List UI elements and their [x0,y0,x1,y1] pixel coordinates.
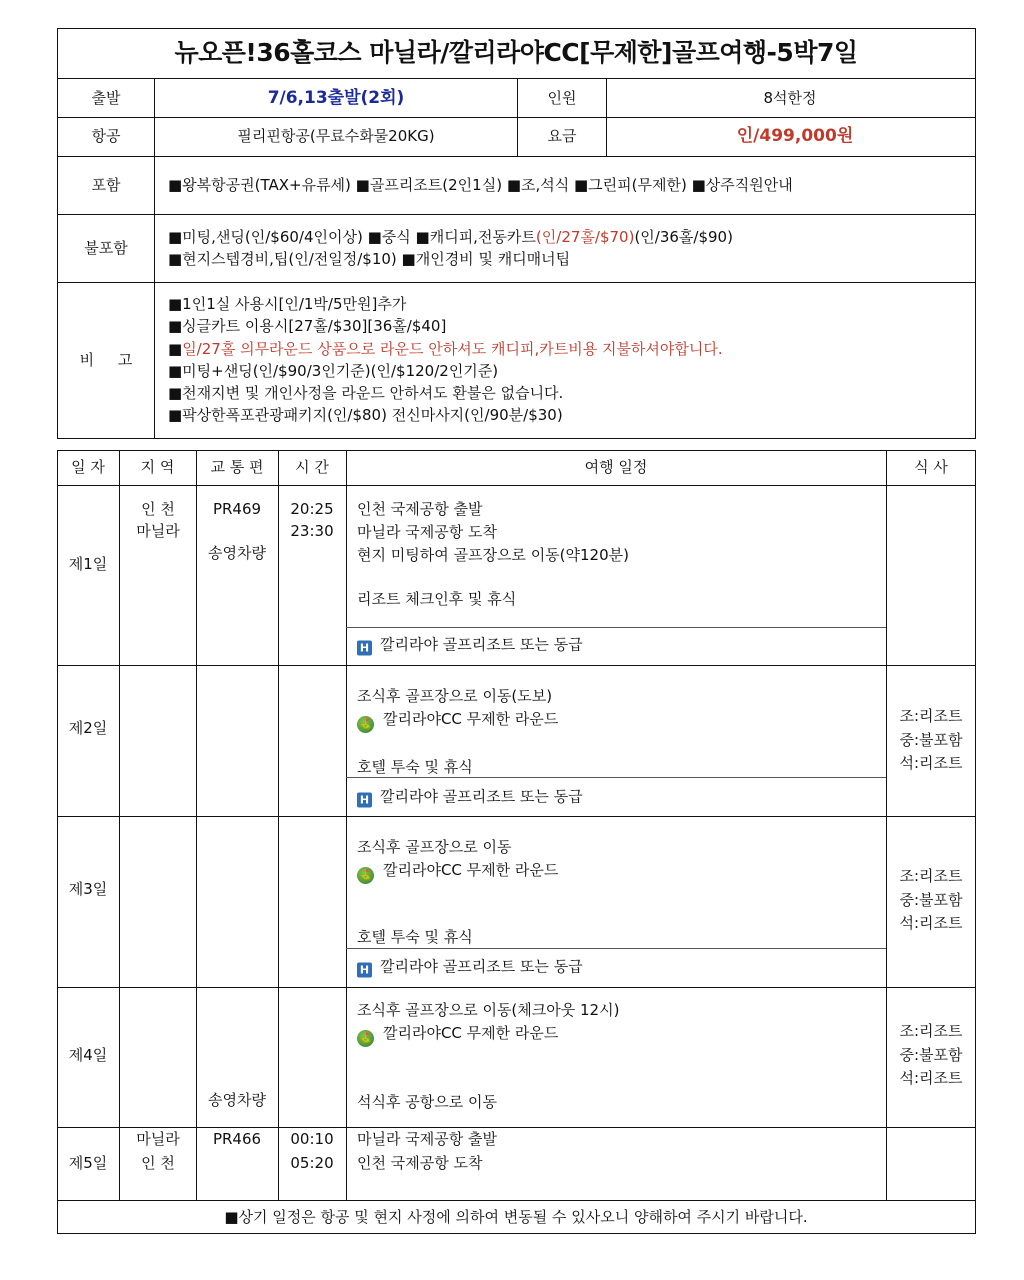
schedule-line [357,709,558,733]
exclude-highlight: (인/27홀/$70) [535,228,635,246]
remark-bullet: ■ [168,340,183,358]
include-label: 포함 [91,176,121,194]
divider [57,485,976,486]
remark-line: ■천재지변 및 개인사정을 라운드 안하셔도 환불은 없습니다. [168,384,564,402]
hotel-line [357,957,583,978]
exclude-line-1 [168,227,733,247]
page-title: 뉴오픈!36홀코스 마닐라/깔리라야CC[무제한]골프여행-5박7일 [174,38,858,67]
divider [57,987,976,988]
divider [57,1127,976,1128]
hotel-text: 깔리라야 골프리조트 또는 동급 [380,787,583,806]
day-label: 제3일 [68,880,108,898]
remark-line: ■1인1실 사용시[인/1박/5만원]추가 [168,295,407,313]
column-header: 여행 일정 [584,458,648,476]
schedule-line: 인천 국제공항 도착 [357,1154,483,1172]
airline-label: 항공 [91,127,121,145]
schedule-line: 현지 미팅하여 골프장으로 이동(약120분) [357,546,629,564]
schedule-line: 석식후 공항으로 이동 [357,1093,497,1111]
exclude-line-2: ■현지스텝경비,팁(인/전일정/$10) ■개인경비 및 캐디매너팁 [168,250,571,268]
divider [119,450,120,1200]
remark-line: ■싱글카트 이용시[27홀/$30][36홀/$40] [168,317,447,335]
time: 20:25 [290,500,334,518]
region: 마닐라 [136,1130,180,1148]
meal: 중:불포함 [899,1046,963,1064]
remark-line: ■미팅+샌딩(인/$90/3인기준)(인/$120/2인기준) [168,362,499,380]
column-header: 지 역 [140,458,175,476]
schedule-line: 조식후 골프장으로 이동(도보) [357,687,553,705]
hotel-icon: H [357,963,372,978]
schedule-text: 깔리라야CC 무제한 라운드 [383,1024,559,1042]
remarks-label: 비 고 [79,351,133,369]
remark-line [168,339,723,359]
hotel-icon: H [357,641,372,656]
schedule-line: 호텔 투숙 및 휴식 [357,928,473,946]
divider [346,948,886,949]
footer-note: ■상기 일정은 항공 및 현지 사정에 의하여 변동될 수 있사오니 양해하여 주시기 바랍니다. [224,1208,808,1226]
region: 마닐라 [136,522,180,540]
hotel-line [357,787,583,808]
divider [196,450,197,1200]
divider [346,450,347,1200]
meal: 조:리조트 [899,867,963,885]
golf-icon: ⛳ [357,1030,374,1047]
price-label: 요금 [547,127,577,145]
schedule-line [357,1023,558,1047]
schedule-line: 조식후 골프장으로 이동 [357,838,512,856]
divider [57,816,976,817]
depart-label: 출발 [91,89,121,107]
golf-icon: ⛳ [357,716,374,733]
transport: 송영차량 [208,1091,266,1109]
transport: PR466 [212,1130,262,1148]
meal: 조:리조트 [899,707,963,725]
schedule-line: 조식후 골프장으로 이동(체크아웃 12시) [357,1001,620,1019]
exclude-text: ■미팅,샌딩(인/$60/4인이상) ■중식 ■캐디피,전동카트 [168,228,536,246]
remark-line: ■팍상한폭포관광패키지(인/$80) 전신마사지(인/90분/$30) [168,406,563,424]
meal: 중:불포함 [899,731,963,749]
hotel-line [357,635,583,656]
transport: PR469 [212,500,262,518]
divider [278,450,279,1200]
time: 23:30 [290,522,334,540]
divider [57,665,976,666]
schedule-line: 마닐라 국제공항 도착 [357,523,497,541]
schedule-line [357,860,558,884]
divider [346,627,886,628]
day-label: 제4일 [68,1046,108,1064]
schedule-line: 호텔 투숙 및 휴식 [357,758,473,776]
day-label: 제5일 [68,1154,108,1172]
airline-value: 필리핀항공(무료수화물20KG) [237,127,435,145]
price-value: 인/499,000원 [736,126,854,146]
hotel-text: 깔리라야 골프리조트 또는 동급 [380,635,583,654]
meal: 중:불포함 [899,891,963,909]
schedule-text: 깔리라야CC 무제한 라운드 [383,861,559,879]
include-value: ■왕복항공권(TAX+유류세) ■골프리조트(2인1실) ■조,석식 ■그린피(무제한) ■상주직원안내 [168,176,793,194]
region: 인 천 [141,1154,175,1172]
column-header: 식 사 [914,458,948,476]
hotel-text: 깔리라야 골프리조트 또는 동급 [380,957,583,976]
divider [886,450,887,1200]
divider [57,1200,976,1201]
schedule-line: 인천 국제공항 출발 [357,500,483,518]
time: 05:20 [290,1154,334,1172]
column-header: 일 자 [71,458,105,476]
hotel-icon: H [357,793,372,808]
day-label: 제2일 [68,719,108,737]
exclude-label: 불포함 [84,239,128,257]
schedule-line: 리조트 체크인후 및 휴식 [357,590,517,608]
people-label: 인원 [547,89,577,107]
column-header: 교 통 편 [210,458,264,476]
depart-value: 7/6,13출발(2회) [267,88,405,108]
meal: 조:리조트 [899,1022,963,1040]
column-header: 시 간 [295,458,329,476]
meal: 석:리조트 [899,914,963,932]
transport: 송영차량 [208,544,266,562]
schedule-text: 깔리라야CC 무제한 라운드 [383,710,559,728]
schedule-line: 마닐라 국제공항 출발 [357,1130,497,1148]
meal: 석:리조트 [899,1069,963,1087]
time: 00:10 [290,1130,334,1148]
day-label: 제1일 [68,555,108,573]
region: 인 천 [141,500,175,518]
people-value: 8석한정 [763,89,817,107]
exclude-text: (인/36홀/$90) [634,228,733,246]
remark-text: 일/27홀 의무라운드 상품으로 라운드 안하셔도 캐디피,카트비용 지불하셔야합니다. [182,340,723,358]
golf-icon: ⛳ [357,867,374,884]
meal: 석:리조트 [899,754,963,772]
divider [346,777,886,778]
schedule-table [57,450,976,1234]
